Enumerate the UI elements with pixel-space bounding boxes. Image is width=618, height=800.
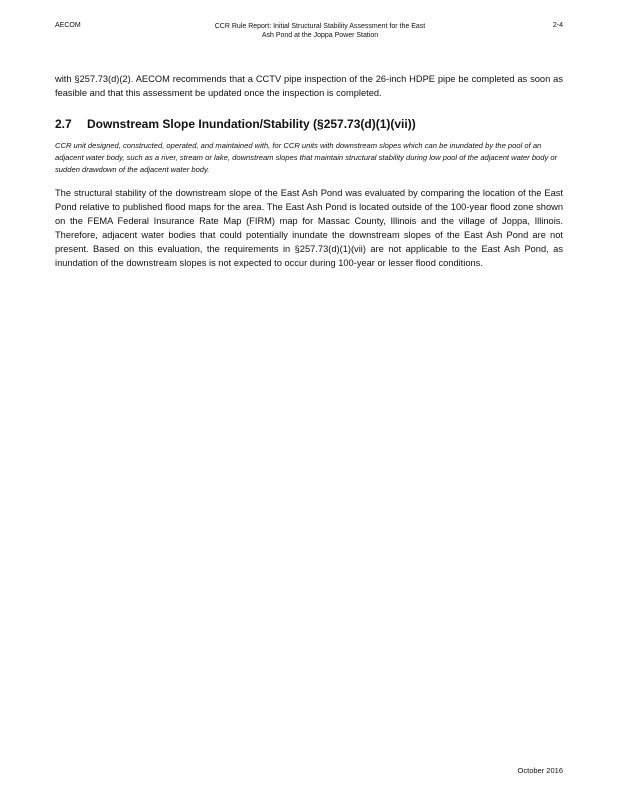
paragraph-evaluation: The structural stability of the downstream slope of the East Ash Pond was evaluated by comparing the location of the East Pond relative to published flood maps for the area. The East Ash Pond is located outside of the 100-year flood zone shown on the FEMA Federal Insurance Rate Map (FIRM) map for Massac County, Illinois and the village of Joppa, Illinois. Therefore, adjacent water bodies that could potentially inundate the downstream slopes of the East Ash Pond are not present. Based on this evaluation, the requirements in §257.73(d)(1)(vii) are not applicable to the East Ash Pond, as inundation of the downstream slopes is not expected to occur during 100-year or lesser flood conditions. xyxy=(55,188,563,268)
header-title-line-1: CCR Rule Report: Initial Structural Stability Assessment for the East xyxy=(214,23,426,30)
section-heading xyxy=(55,117,416,131)
section-number: 2.7 xyxy=(55,117,72,131)
header-report-title xyxy=(200,22,440,40)
paragraph-continuation: with §257.73(d)(2). AECOM recommends that a CCTV pipe inspection of the 26-inch HDPE pipe be completed as soon as feasible and that this assessment be updated once the inspection is completed. xyxy=(55,74,563,98)
section-title: Downstream Slope Inundation/Stability (§257.73(d)(1)(vii)) xyxy=(87,117,416,131)
rule-text: CCR unit designed, constructed, operated, and maintained with, for CCR units with downstream slopes which can be inundated by the pool of an adjacent water body, such as a river, stream or lake, downstream slopes that maintain structural stability during low pool of the adjacent water body or sudden drawdown of the adjacent water body. xyxy=(55,141,558,174)
header-company: AECOM xyxy=(55,22,81,29)
header-page-number: 2-4 xyxy=(552,22,563,29)
footer-date: October 2016 xyxy=(517,766,563,775)
header-title-line-2: Ash Pond at the Joppa Power Station xyxy=(261,32,379,39)
